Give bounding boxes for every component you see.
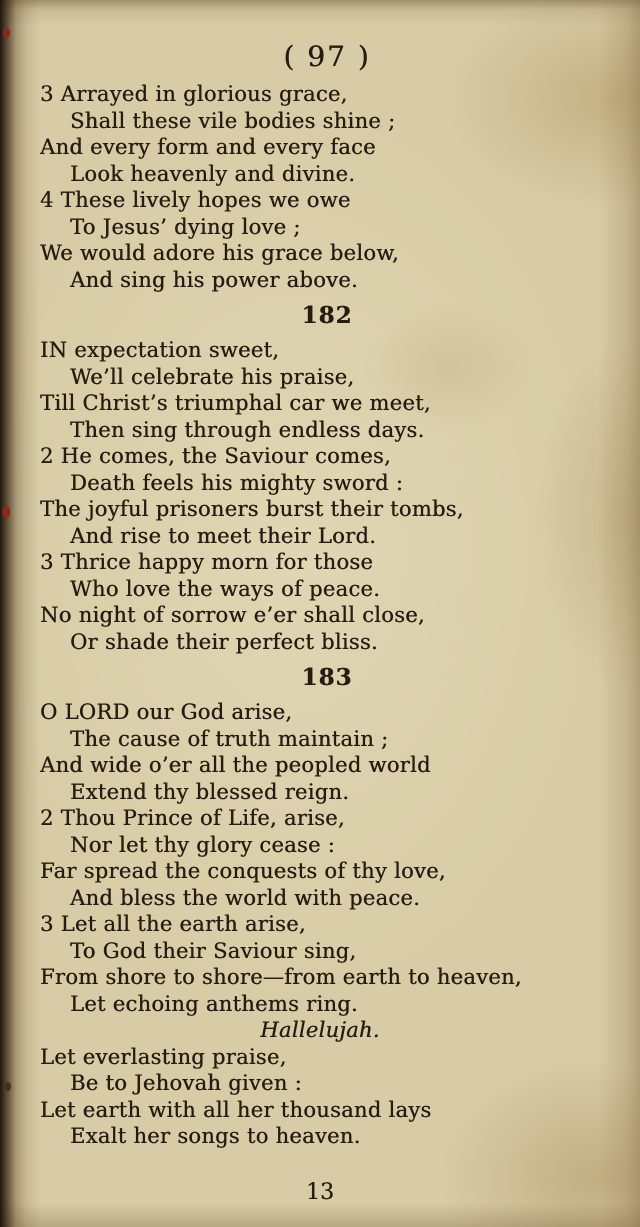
hymn-line: Or shade their perfect bliss. [70,629,378,654]
hymn-line: O LORD our God arise, [40,700,293,724]
hymn-sections [40,81,614,1150]
hymn-line: Till Christ’s triumphal car we meet, [40,391,431,415]
hymn-line: The joyful prisoners burst their tombs, [40,497,464,521]
page-stain [3,28,10,38]
hymn-line: Who love the ways of peace. [70,576,381,601]
hymn-section [40,664,614,1150]
hymn-line: Shall these vile bodies shine ; [70,108,396,133]
hymn-line: Look heavenly and divine. [70,161,356,186]
hymn-line: No night of sorrow e’er shall close, [40,603,425,627]
hymn-line: Nor let thy glory cease : [70,832,336,857]
hymn-section [40,302,614,655]
hymn-line: Let earth with all her thousand lays [40,1097,432,1122]
hymn-line: Far spread the conquests of thy love, [40,859,446,883]
refrain-title: Hallelujah. [260,1018,380,1042]
signature-number: 13 [306,1180,334,1205]
page-stain [5,1082,11,1091]
hymn-line: We would adore his grace below, [40,241,399,265]
hymn-line: 3 Arrayed in glorious grace, [40,82,348,106]
hymn-line: The cause of truth maintain ; [70,726,389,751]
hymn-line: And sing his power above. [70,267,358,292]
hymn-line: Exalt her songs to heaven. [70,1124,361,1148]
hymn-line: And bless the world with peace. [70,885,421,910]
hymn-line: 2 Thou Prince of Life, arise, [40,806,345,830]
hymn-line: And every form and every face [40,135,376,159]
hymn-line: And wide o’er all the peopled world [40,753,431,777]
hymn-line: IN expectation sweet, [40,338,280,362]
hymn-line: And rise to meet their Lord. [70,523,377,548]
hymn-section [40,81,614,293]
hymn-line: Extend thy blessed reign. [70,779,350,804]
hymn-line: Let everlasting praise, [40,1044,287,1069]
hymn-number: 182 [301,302,353,329]
hymn-line: Death feels his mighty sword : [70,470,404,495]
hymn-line: Be to Jehovah given : [70,1071,302,1095]
hymn-number: 183 [301,664,353,691]
hymn-line: To God their Saviour sing, [70,938,357,963]
hymn-line: 3 Let all the earth arise, [40,912,306,936]
hymn-line: 2 He comes, the Saviour comes, [40,444,391,468]
hymn-line: Let echoing anthems ring. [70,991,358,1016]
hymn-line: 3 Thrice happy morn for those [40,550,374,574]
page-number: ( 97 ) [283,40,371,73]
hymn-line: To Jesus’ dying love ; [70,214,301,239]
hymn-line: We’ll celebrate his praise, [70,364,355,389]
hymn-line: From shore to shore—from earth to heaven, [40,965,522,989]
hymn-line: 4 These lively hopes we owe [40,188,351,212]
page-stain [2,506,10,518]
hymn-line: Then sing through endless days. [70,417,425,442]
